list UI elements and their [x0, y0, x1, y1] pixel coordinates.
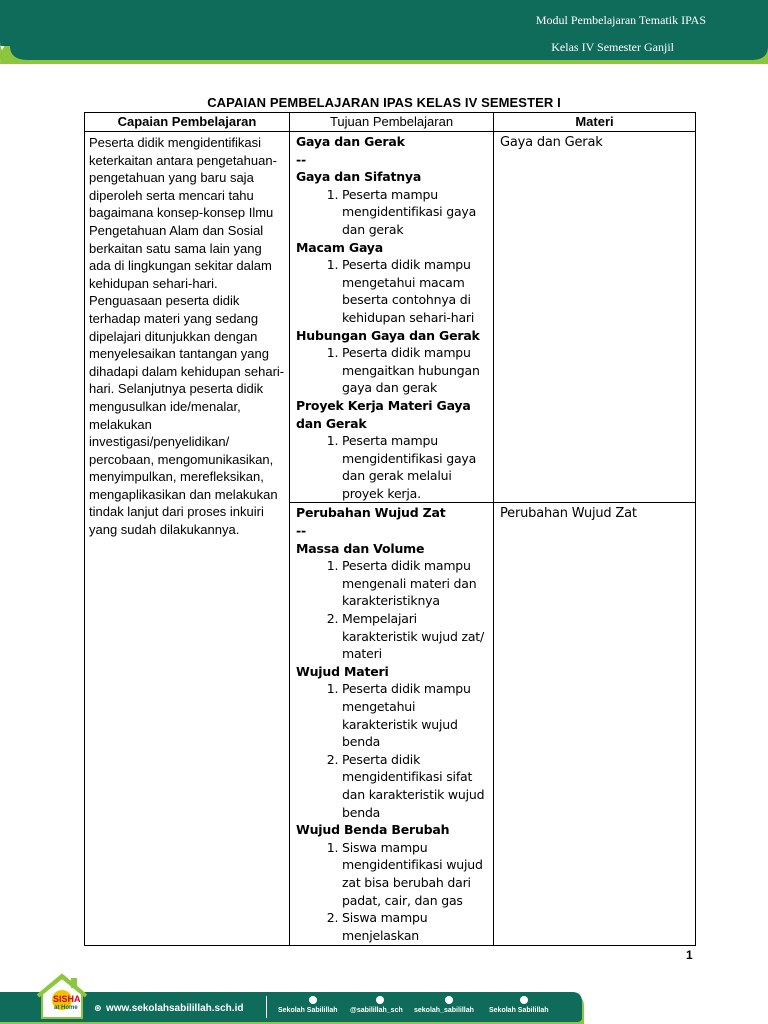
table-row	[85, 132, 696, 503]
instagram-icon	[445, 996, 453, 1004]
facebook-label[interactable]: Sekolah Sabilillah	[278, 1007, 338, 1014]
list-item: 1. Peserta didik mampu mengenali materi dan karakteristiknya	[342, 557, 488, 610]
tujuan-cell	[290, 132, 494, 503]
footer-band	[0, 970, 768, 1024]
tujuan-heading: Massa dan Volume	[296, 540, 425, 556]
logo-subtext: at Home	[54, 1005, 78, 1011]
header-class-semester: Kelas IV Semester Ganjil	[551, 40, 674, 54]
materi-cell	[494, 132, 696, 503]
tujuan-title: Gaya dan Gerak	[296, 134, 405, 149]
tujuan-heading: Gaya dan Sifatnya	[296, 169, 422, 185]
header-materi: Materi	[494, 113, 696, 132]
header-tujuan: Tujuan Pembelajaran	[290, 113, 494, 132]
tujuan-heading: Hubungan Gaya dan Gerak	[296, 327, 480, 343]
list-item: 2. Peserta didik mengidentifikasi sifat dan karakteristik wujud benda	[342, 751, 488, 821]
youtube-label[interactable]: Sekolah Sabilillah	[489, 1007, 549, 1014]
tujuan-title: Perubahan Wujud Zat	[296, 505, 446, 521]
learning-outcomes-table	[84, 112, 696, 946]
materi-text: Gaya dan Gerak	[500, 135, 603, 150]
tujuan-heading: Proyek Kerja Materi Gaya dan Gerak	[296, 397, 471, 431]
tujuan-heading: Macam Gaya	[296, 239, 383, 255]
facebook-icon	[309, 996, 317, 1004]
website-link[interactable]: www.sekolahsabilillah.sch.id	[106, 1003, 244, 1014]
list-item: 2. Mempelajari karakteristik wujud zat/ materi	[342, 610, 488, 663]
header-module-title: Modul Pembelajaran Tematik IPAS	[535, 13, 706, 27]
materi-text: Perubahan Wujud Zat	[500, 506, 637, 522]
list-item: 1. Peserta mampu mengidentifikasi gaya dan gerak melalui proyek kerja.	[342, 432, 488, 502]
tujuan-separator: --	[296, 151, 306, 167]
capaian-cell	[85, 132, 290, 946]
tujuan-heading: Wujud Materi	[296, 663, 389, 679]
tujuan-heading: Wujud Benda Berubah	[296, 822, 450, 838]
globe-icon: ⊕	[94, 1003, 102, 1013]
list-item: 1. Peserta didik mampu mengaitkan hubungan gaya dan gerak	[342, 344, 488, 397]
list-item: 1. Siswa mampu mengidentifikasi wujud zat bisa berubah dari padat, cair, dan gas	[342, 839, 488, 909]
list-item: 1. Peserta mampu mengidentifikasi gaya dan gerak	[342, 186, 488, 239]
twitter-label[interactable]: @sabilillah_sch	[350, 1007, 403, 1014]
youtube-icon	[520, 996, 528, 1004]
table-header-row	[85, 113, 696, 132]
instagram-label[interactable]: sekolah_sabilillah	[414, 1007, 474, 1014]
logo-text: SISHA	[53, 994, 81, 1004]
header-capaian: Capaian Pembelajaran	[85, 113, 290, 132]
page-number: 1	[686, 948, 693, 962]
list-item: 2. Siswa mampu menjelaskan	[342, 909, 488, 944]
tujuan-cell	[290, 503, 494, 946]
materi-cell	[494, 503, 696, 946]
document-title: CAPAIAN PEMBELAJARAN IPAS KELAS IV SEMESTER I	[207, 95, 561, 110]
capaian-text: Peserta didik mengidentifikasi keterkaitan antara pengetahuan-pengetahuan yang baru saja diperoleh serta mencari tahu bagaimana konsep-konsep Ilmu Pengetahuan Alam dan Sosial berkaitan satu sama lain yang ada di lingkungan sekitar dalam kehidupan sehari-hari. Penguasaan peserta didik terhadap materi yang sedang dipelajari ditunjukkan dengan menyelesaikan tantangan yang dihadapi dalam kehidupan sehari-hari. Selanjutnya peserta didik mengusulkan ide/menalar, melakukan investigasi/penyelidikan/ percobaan, mengomunikasikan, menyimpulkan, merefleksikan, mengaplikasikan dan melakukan tindak lanjut dari proses inkuiri yang sudah dilakukannya.	[89, 135, 285, 538]
tujuan-separator: --	[296, 523, 306, 539]
twitter-icon	[376, 996, 384, 1004]
list-item: 1. Peserta didik mampu mengetahui karakteristik wujud benda	[342, 680, 488, 750]
footer-divider	[266, 996, 267, 1018]
list-item: 1. Peserta didik mampu mengetahui macam beserta contohnya di kehidupan sehari-hari	[342, 256, 488, 326]
